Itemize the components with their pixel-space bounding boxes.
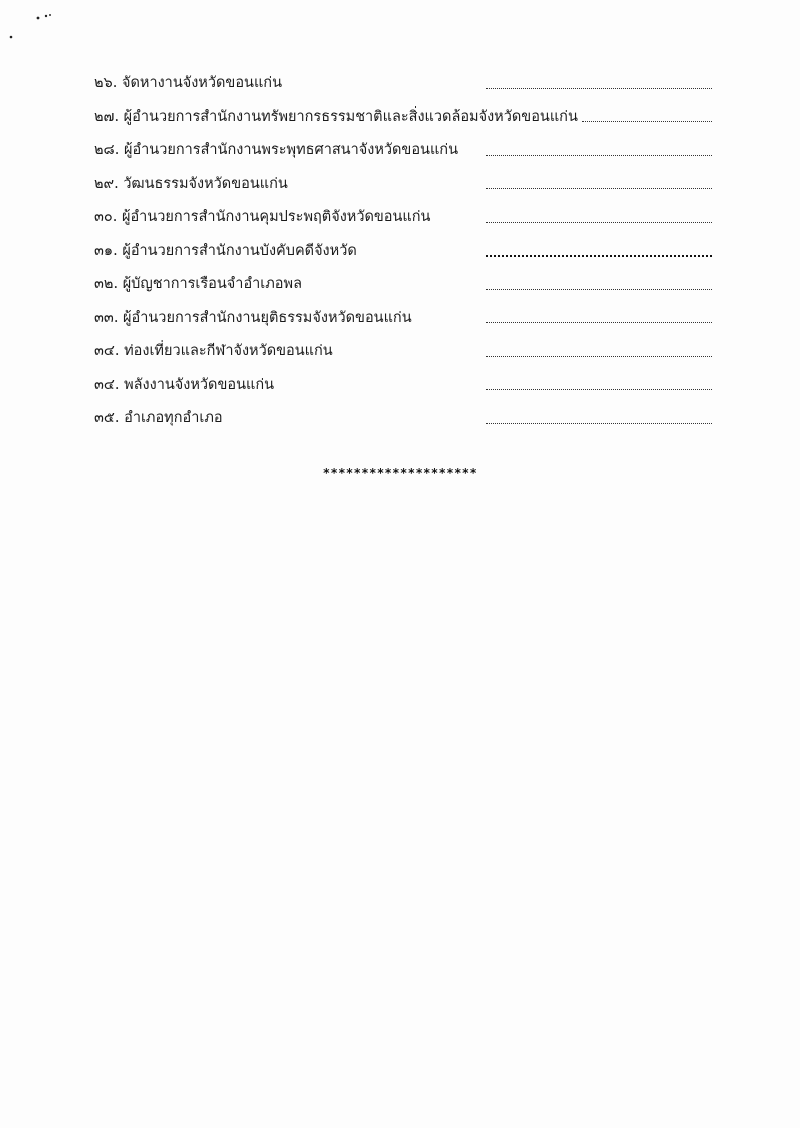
list-item-label: ๓๒. ผู้บัญชาการเรือนจำอำเภอพล: [94, 276, 302, 293]
list-item: [94, 334, 714, 368]
list-item: [94, 133, 714, 167]
scan-specks: [8, 12, 58, 42]
list-item-label: ๓๔. ท่องเที่ยวและกีฬาจังหวัดขอนแก่น: [94, 343, 333, 360]
list-item: [94, 200, 714, 234]
dotted-line: [486, 222, 712, 223]
list-item-label: ๒๙. วัฒนธรรมจังหวัดขอนแก่น: [94, 175, 288, 192]
dotted-line: [486, 356, 712, 357]
list-item-label: ๓๐. ผู้อำนวยการสำนักงานคุมประพฤติจังหวัดขอนแก่น: [94, 209, 431, 226]
list-item: [94, 66, 714, 100]
list-item: [94, 234, 714, 268]
list-item: [94, 301, 714, 335]
dotted-line: [486, 289, 712, 290]
end-separator: ********************: [322, 466, 478, 480]
dotted-line: [486, 322, 712, 323]
list-item-label: ๓๓. ผู้อำนวยการสำนักงานยุติธรรมจังหวัดขอนแก่น: [94, 309, 412, 326]
dotted-line: [486, 88, 712, 89]
list-item: [94, 267, 714, 301]
dotted-line: [486, 188, 712, 189]
dotted-line: [486, 155, 712, 156]
list-item-label: ๒๖. จัดหางานจังหวัดขอนแก่น: [94, 75, 282, 92]
list-item-label: ๓๕. อำเภอทุกอำเภอ: [94, 410, 223, 427]
list-item-label: ๓๑. ผู้อำนวยการสำนักงานบังคับคดีจังหวัด: [94, 242, 357, 259]
dotted-line: [582, 121, 712, 122]
dotted-line: [486, 389, 712, 390]
recipient-list: [94, 66, 714, 435]
list-item-label: ๒๗. ผู้อำนวยการสำนักงานทรัพยากรธรรมชาติและสิ่งแวดล้อมจังหวัดขอนแก่น: [94, 108, 578, 125]
list-item: [94, 100, 714, 134]
list-item: [94, 167, 714, 201]
list-item-label: ๒๘. ผู้อำนวยการสำนักงานพระพุทธศาสนาจังหวัดขอนแก่น: [94, 142, 459, 159]
dotted-line: [486, 423, 712, 424]
list-item-label: ๓๔. พลังงานจังหวัดขอนแก่น: [94, 376, 275, 393]
list-item: [94, 401, 714, 435]
dotted-line: [486, 255, 712, 257]
list-item: [94, 368, 714, 402]
